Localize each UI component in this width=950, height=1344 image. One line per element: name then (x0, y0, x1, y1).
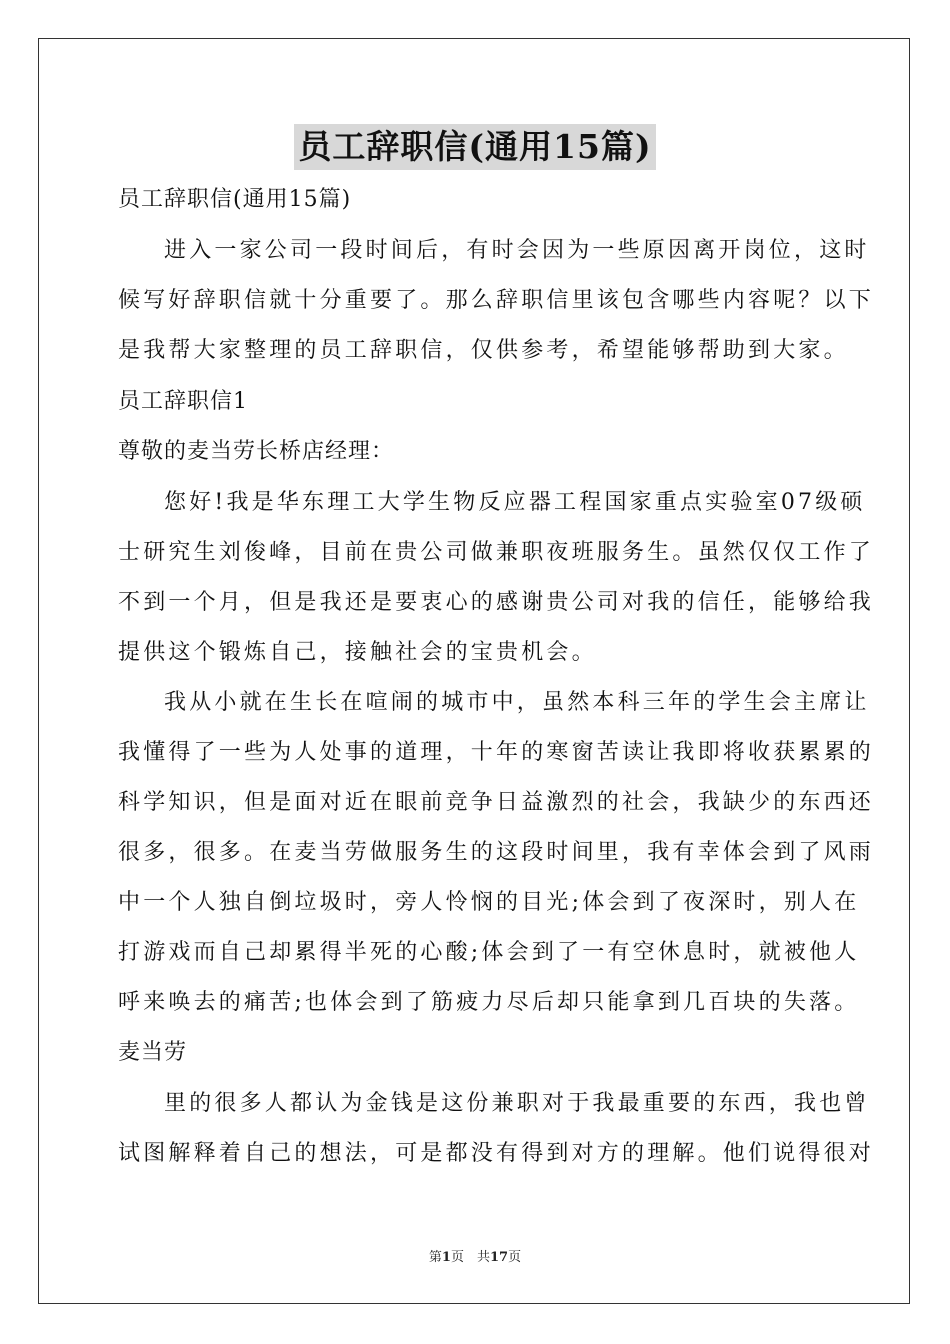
title-container (0, 124, 950, 170)
current-page-number: 1 (441, 1250, 451, 1265)
text-line: 呼来唤去的痛苦;也体会到了筋疲力尽后却只能拿到几百块的失落。 (118, 990, 860, 1015)
text-line: 士研究生刘俊峰，目前在贵公司做兼职夜班服务生。虽然仅仅工作了 (118, 540, 875, 565)
page-footer (0, 1246, 950, 1265)
footer-prefix: 第 (428, 1250, 442, 1265)
document-body (118, 180, 875, 1173)
text-line: 科学知识，但是面对近在眼前竞争日益激烈的社会，我缺少的东西还 (118, 790, 875, 815)
text-line: 您好!我是华东理工大学生物反应器工程国家重点实验室07级硕 (164, 490, 866, 515)
text-line: 不到一个月，但是我还是要衷心的感谢贵公司对我的信任，能够给我 (118, 590, 875, 615)
text-line: 提供这个锻炼自己，接触社会的宝贵机会。 (118, 640, 597, 665)
text-line: 打游戏而自己却累得半死的心酸;体会到了一有空休息时，就被他人 (118, 940, 860, 965)
text-line: 很多，很多。在麦当劳做服务生的这段时间里，我有幸体会到了风雨 (118, 840, 875, 865)
paragraph-2 (118, 683, 875, 1022)
paragraph-3 (118, 1084, 875, 1173)
section-heading: 员工辞职信1 (118, 389, 248, 414)
text-line: 候写好辞职信就十分重要了。那么辞职信里该包含哪些内容呢？以下 (118, 288, 875, 313)
footer-suffix: 页 (508, 1250, 522, 1265)
subtitle: 员工辞职信(通用15篇) (118, 187, 352, 212)
intro-paragraph (118, 231, 875, 370)
text-line: 中一个人独自倒垃圾时，旁人怜悯的目光;体会到了夜深时，别人在 (118, 890, 860, 915)
text-line: 里的很多人都认为金钱是这份兼职对于我最重要的东西，我也曾 (164, 1091, 870, 1116)
salutation: 尊敬的麦当劳长桥店经理： (118, 439, 395, 464)
document-title: 员工辞职信(通用15篇) (294, 124, 655, 170)
total-pages-number: 17 (489, 1250, 509, 1265)
text-line: 进入一家公司一段时间后，有时会因为一些原因离开岗位，这时 (164, 238, 870, 263)
text-line: 我从小就在生长在喧闹的城市中，虽然本科三年的学生会主席让 (164, 690, 870, 715)
paragraph-1 (118, 483, 875, 672)
text-line: 试图解释着自己的想法，可是都没有得到对方的理解。他们说得很对 (118, 1141, 875, 1166)
fragment-line: 麦当劳 (118, 1040, 188, 1065)
text-line: 是我帮大家整理的员工辞职信，仅供参考，希望能够帮助到大家。 (118, 338, 849, 363)
footer-mid: 页 共 (450, 1250, 490, 1265)
text-line: 我懂得了一些为人处事的道理，十年的寒窗苦读让我即将收获累累的 (118, 740, 875, 765)
